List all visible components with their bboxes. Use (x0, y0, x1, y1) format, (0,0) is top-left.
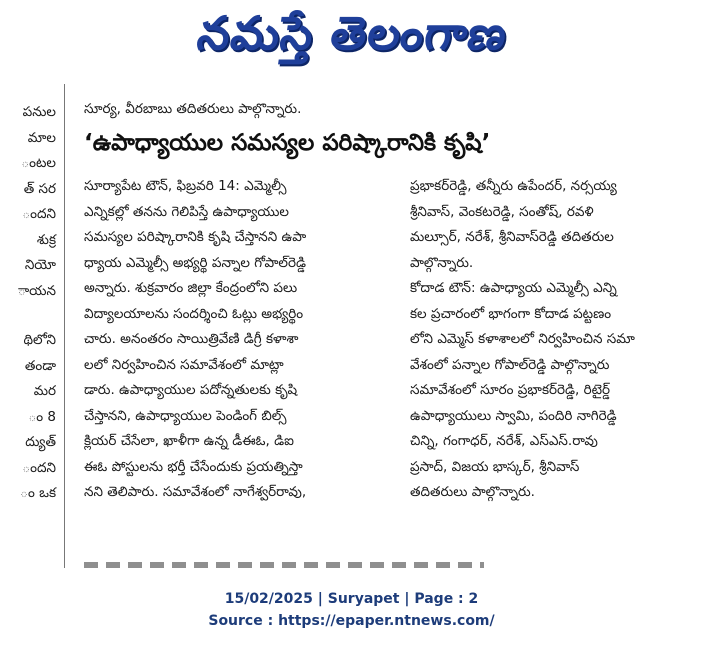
article-line: ఎన్నికల్లో తనను గెలిపిస్తే ఉపాధ్యాయుల (84, 203, 289, 220)
article-line: చేస్తానని, ఉపాధ్యాయుల పెండింగ్ బిల్స్ (84, 407, 287, 424)
article-line: అన్నారు. శుక్రవారం జిల్లా కేంద్రంలోని పలు (84, 280, 298, 296)
article-line: మల్సూర్, నరేశ్, శ్రీనివాస్‌రెడ్డి తదితరుల (410, 229, 614, 245)
column-divider (64, 84, 65, 568)
left-fragment: పనుల (22, 104, 56, 120)
previous-article-ending: సూర్య, వీరబాబు తదితరులు పాల్గొన్నారు. (84, 101, 302, 117)
left-fragment: థిలోని (23, 332, 56, 348)
article-line: వేశంలో పన్నాల గోపాల్‌రెడ్డి పాల్గొన్నారు (410, 356, 610, 373)
article-line: చిన్ని, గంగాధర్, నరేశ్, ఎస్ఎస్.రావు (410, 433, 598, 449)
article-line: సమావేశంలో సూరం ప్రభాకర్‌రెడ్డి, రిటైర్డ్ (410, 382, 611, 398)
article-line: శ్రీనివాస్, వెంకటరెడ్డి, సంతోష్, రవళి (410, 203, 594, 220)
article-line: సూర్యాపేట టౌన్, ఫిబ్రవరి 14: ఎమ్మెల్సీ (84, 178, 287, 194)
previous-article-fragments (0, 100, 60, 507)
article-line: చారు. అనంతరం సాయిత్రివేణి డిగ్రీ కళాశా (84, 331, 299, 347)
article-column-left (84, 174, 396, 506)
left-fragment: ందని (22, 206, 56, 222)
article-line: ప్రభాకర్‌రెడ్డి, తన్నీరు ఉపేందర్, నర్సయ్య (410, 178, 617, 194)
article-line: ప్రసాద్, విజయ భాస్కర్, శ్రీనివాస్ (410, 458, 580, 475)
article-line: డారు. ఉపాధ్యాయుల పదోన్నతులకు కృషి (84, 382, 298, 398)
left-fragment-group-bottom (0, 328, 60, 507)
newspaper-clipping (0, 84, 703, 568)
left-fragment: నియో (24, 257, 56, 273)
article-line: పాల్గొన్నారు. (410, 254, 474, 271)
article-line: ధ్యాయ ఎమ్మెల్సీ అభ్యర్థి పన్నాల గోపాల్‌రెడ్డి (84, 254, 306, 271)
article-line: క్లియర్ చేసేలా, ఖాళీగా ఉన్న డీఈఓ, డిఐ (84, 433, 294, 449)
article-line: విద్యాలయాలను సందర్శించి ఓట్లు అభ్యర్థిం (84, 305, 304, 322)
left-fragment: మాల (27, 129, 56, 146)
article-line: తదితరులు పాల్గొన్నారు. (410, 484, 535, 500)
article-line: కోదాడ టౌన్: ఉపాధ్యాయ ఎమ్మెల్సీ ఎన్ని (410, 280, 617, 296)
article-line: నని తెలిపారు. సమావేశంలో నాగేశ్వర్‌రావు, (84, 484, 307, 500)
left-fragment: ాయన (17, 282, 56, 299)
source-footer (0, 588, 703, 632)
left-fragment: మర (33, 383, 56, 399)
left-fragment: ం 8 (28, 408, 56, 425)
edition-info: 15/02/2025 | Suryapet | Page : 2 (224, 591, 479, 607)
source-link[interactable]: Source : https://epaper.ntnews.com/ (208, 613, 495, 629)
left-fragment: త్ సర (23, 180, 56, 197)
left-fragment: ందని (22, 459, 56, 476)
left-fragment: ద్యుత్ (25, 434, 56, 450)
article-line: కల ప్రచారంలో భాగంగా కోదాడ పట్టణం (410, 305, 612, 322)
left-fragment: ంటల (21, 155, 56, 171)
article-line: సమస్యల పరిష్కారానికి కృషి చేస్తానని ఉపా (84, 229, 307, 245)
left-fragment: ం ఒక (20, 485, 56, 501)
cut-off-next-headline (84, 562, 484, 568)
article-headline: ‘ఉపాధ్యాయుల సమస్యల పరిష్కారానికి కృషి’ (84, 130, 491, 156)
article-line: ఈఓ పోస్టులను భర్తీ చేసేందుకు ప్రయత్నిస్తా (84, 458, 303, 475)
article-column-right (410, 174, 703, 506)
article-line: లలో నిర్వహించిన సమావేశంలో మాట్లా (84, 356, 284, 373)
article-line: లోని ఎమ్మెస్ కళాశాలలో నిర్వహించిన సమా (410, 331, 635, 347)
article-line: ఉపాధ్యాయులు స్వామి, పందిరి నాగిరెడ్డి (410, 407, 617, 424)
masthead-logo: నమస్తే తెలంగాణ (193, 6, 511, 60)
left-fragment: తండా (24, 357, 56, 374)
left-fragment: శుక్ర (36, 231, 56, 248)
left-fragment-group-top (0, 100, 60, 304)
masthead (0, 0, 703, 78)
